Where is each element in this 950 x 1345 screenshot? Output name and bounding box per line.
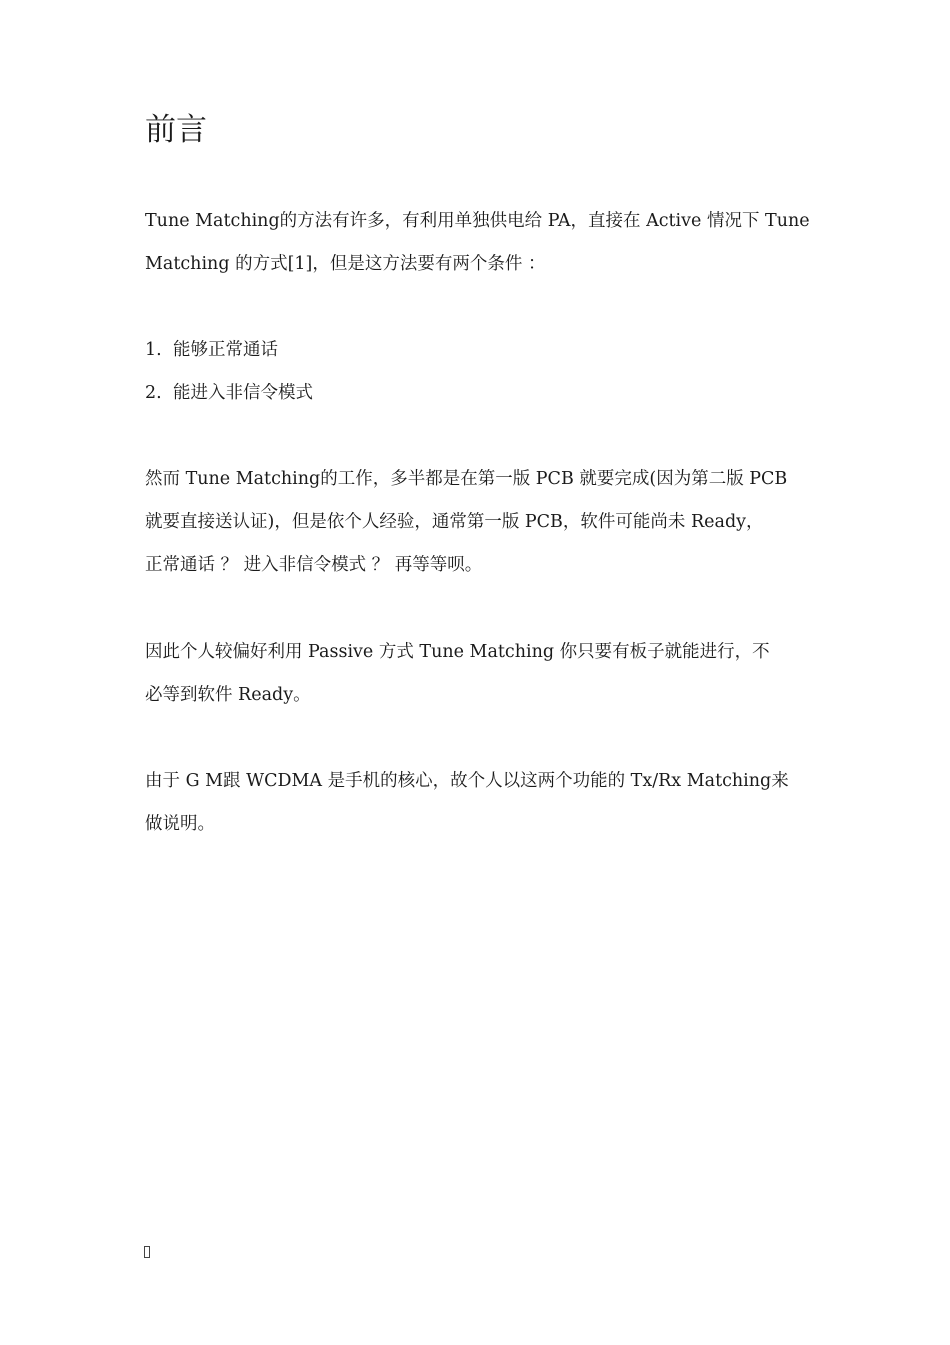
paragraph-line: Tune Matching的方法有许多，有利用单独供电给 PA，直接在 Active 情况下 Tune bbox=[145, 211, 810, 231]
conditions-list bbox=[145, 329, 810, 415]
list-text: 能进入非信令模式 bbox=[173, 383, 313, 403]
paragraph-line: 然而 Tune Matching的工作，多半都是在第一版 PCB 就要完成(因为第二版 PCB bbox=[145, 469, 788, 489]
paragraph-passive bbox=[145, 631, 810, 717]
footer-placeholder-glyph-icon bbox=[144, 1246, 150, 1258]
page-title: 前言 bbox=[145, 112, 207, 148]
paragraph-however bbox=[145, 458, 810, 587]
paragraph-gsm-wcdma bbox=[145, 760, 810, 846]
list-number: 1. bbox=[145, 340, 162, 360]
paragraph-line: Matching 的方式[1]，但是这方法要有两个条件 ： bbox=[145, 254, 546, 274]
paragraph-line: 由于 G M跟 WCDMA 是手机的核心，故个人以这两个功能的 Tx/Rx Matching来 bbox=[145, 771, 789, 791]
list-item bbox=[145, 329, 810, 372]
paragraph-line: 就要直接送认证)，但是依个人经验，通常第一版 PCB，软件可能尚未 Ready， bbox=[145, 512, 764, 532]
paragraph-line: 必等到软件 Ready。 bbox=[145, 685, 311, 705]
list-number: 2. bbox=[145, 383, 162, 403]
paragraph-line: 正常通话 ？ 进入非信令模式 ？ 再等等呗。 bbox=[145, 555, 483, 575]
paragraph-line: 因此个人较偏好利用 Passive 方式 Tune Matching 你只要有板子就能进行，不 bbox=[145, 642, 770, 662]
paragraph-intro bbox=[145, 200, 810, 286]
paragraph-line: 做说明。 bbox=[145, 814, 215, 834]
list-text: 能够正常通话 bbox=[173, 340, 278, 360]
list-item bbox=[145, 372, 810, 415]
